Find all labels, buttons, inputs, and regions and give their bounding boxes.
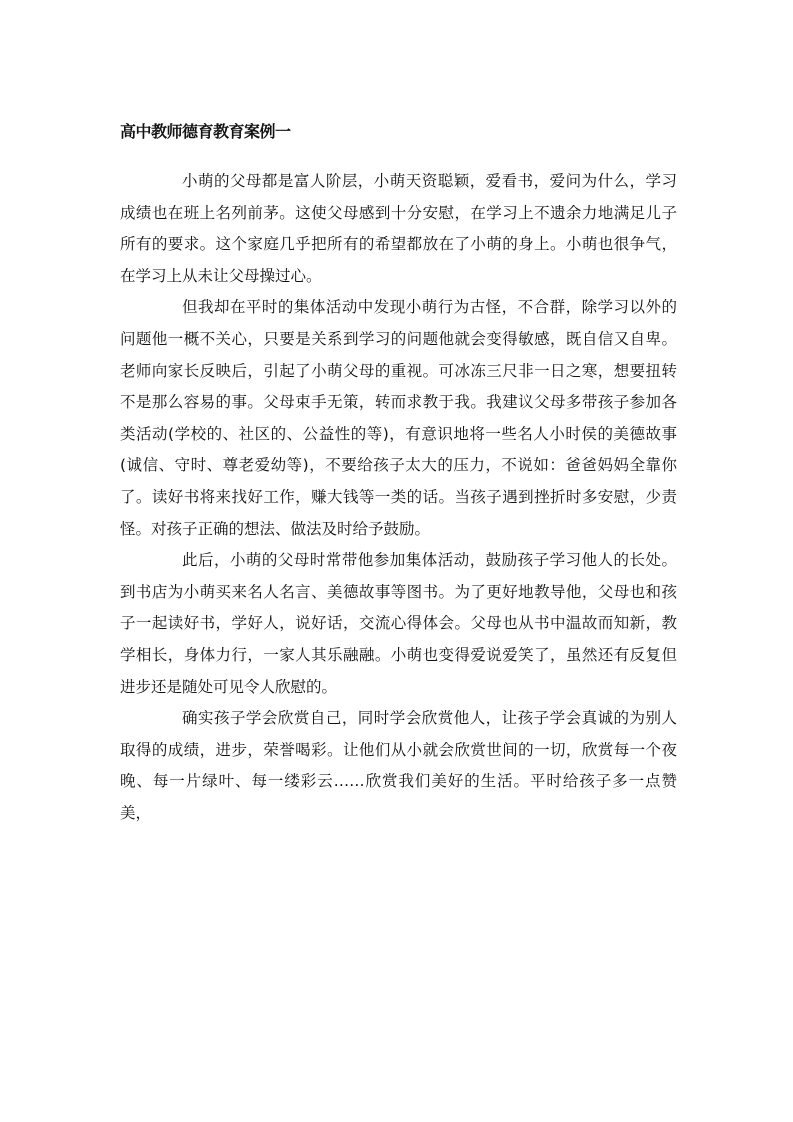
paragraph-3: 此后，小萌的父母时常带他参加集体活动，鼓励孩子学习他人的长处。到书店为小萌买来名人名言、美德故事等图书。为了更好地教导他，父母也和孩子一起读好书，学好人，说好话，交流心得体会。父母也从书中温故而知新，教学相长，身体力行，一家人其乐融融。小萌也变得爱说爱笑了，虽然还有反复但进步还是随处可见令人欣慰的。 — [120, 551, 677, 696]
paragraph-2: 但我却在平时的集体活动中发现小萌行为古怪，不合群，除学习以外的问题他一概不关心，只要是关系到学习的问题他就会变得敏感，既自信又自卑。老师向家长反映后，引起了小萌父母的重视。可冰冻三尺非一日之寒，想要扭转不是那么容易的事。父母束手无策，转而求教于我。我建议父母多带孩子参加各类活动(学校的、社区的、公益性的等)，有意识地将一些名人小时侯的美德故事(诚信、守时、尊老爱幼等)，不要给孩子太大的压力，不说如：爸爸妈妈全靠你了。读好书将来找好工作，赚大钱等一类的话。当孩子遇到挫折时多安慰，少责怪。对孩子正确的想法、做法及时给予鼓励。 — [120, 298, 677, 538]
paragraph-4: 确实孩子学会欣赏自己，同时学会欣赏他人，让孩子学会真诚的为别人取得的成绩，进步，荣誉喝彩。让他们从小就会欣赏世间的一切，欣赏每一个夜晚、每一片绿叶、每一缕彩云……欣赏我们美好的生活。平时给孩子多一点赞美， — [120, 709, 677, 822]
document-title: 高中教师德育教育案例一 — [120, 122, 291, 141]
document-body — [120, 166, 677, 829]
paragraph-1: 小萌的父母都是富人阶层，小萌天资聪颖，爱看书，爱问为什么，学习成绩也在班上名列前茅。这使父母感到十分安慰，在学习上不遗余力地满足儿子所有的要求。这个家庭几乎把所有的希望都放在了小萌的身上。小萌也很争气，在学习上从未让父母操过心。 — [120, 172, 677, 285]
